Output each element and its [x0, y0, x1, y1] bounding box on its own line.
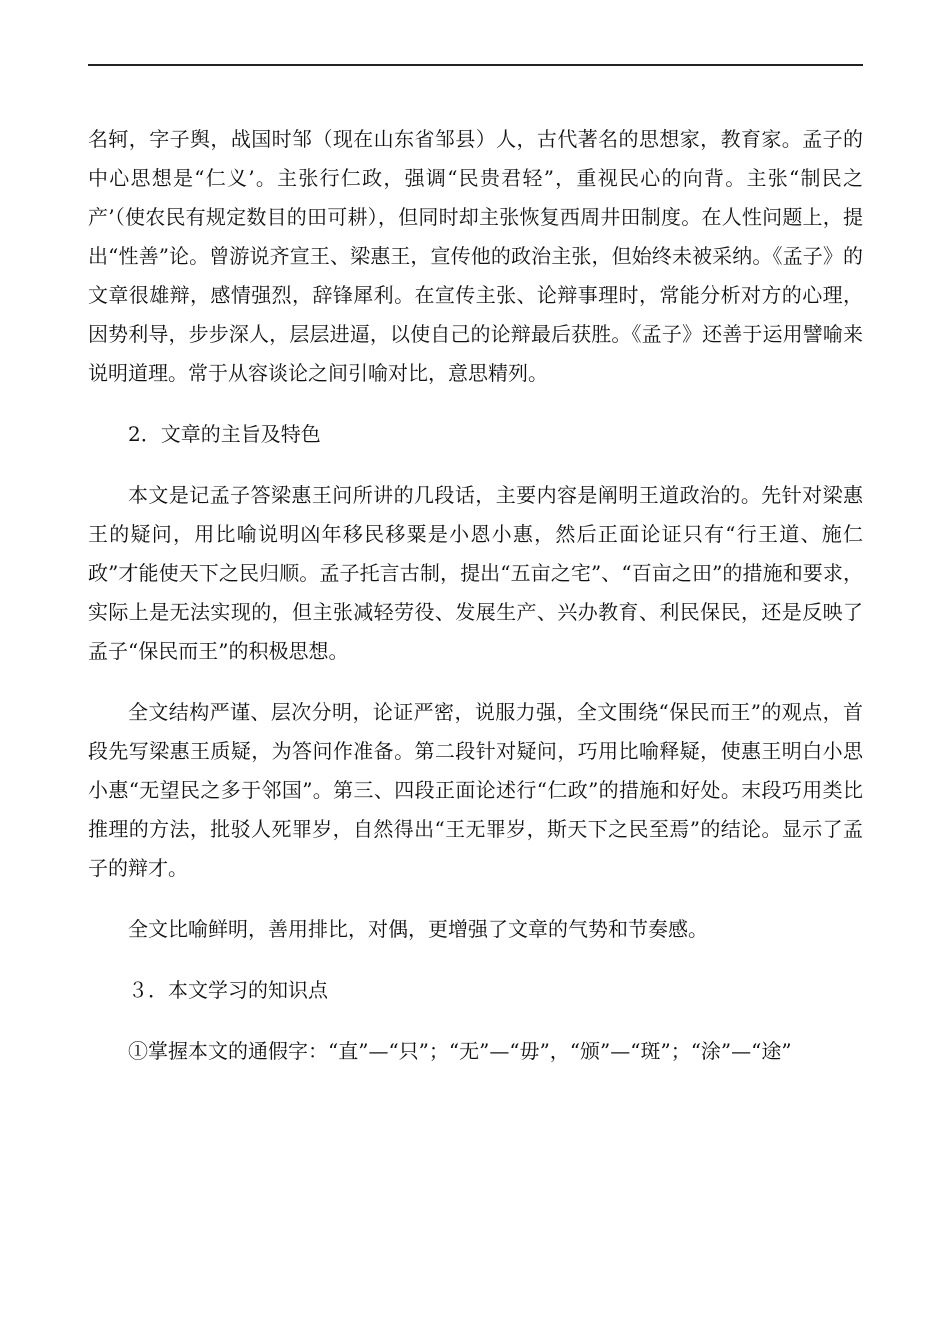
section-heading-theme: 2．文章的主旨及特色	[128, 422, 321, 446]
paragraph-theme: 本文是记孟子答梁惠王问所讲的几段话，主要内容是阐明王道政治的。先针对梁惠王的疑问，用比喻说明凶年移民移粟是小恩小惠，然后正面论证只有“行王道、施仁政”才能使天下之民归顺。孟子托言古制，提出“五亩之宅”、“百亩之田”的措施和要求，实际上是无法实现的，但主张减轻劳役、发展生产、兴办教育、利民保民，还是反映了孟子“保民而王”的积极思想。	[88, 483, 863, 663]
section-heading-knowledge: ３．本文学习的知识点	[128, 978, 328, 1002]
header-rule	[88, 64, 863, 66]
paragraph-mencius-bio: 名轲，字子舆，战国时邹（现在山东省邹县）人，古代著名的思想家，教育家。孟子的中心思想是“仁义’。主张行仁政，强调“民贵君轻”，重视民心的向背。主张“制民之产’（使农民有规定数目的田可耕），但同时却主张恢复西周井田制度。在人性问题上，提出“性善”论。曾游说齐宣王、梁惠王，宣传他的政治主张，但始终未被采纳。《孟子》的文章很雄辩，感情强烈，辞锋犀利。在宣传主张、论辩事理时，常能分析对方的心理，因势利导，步步深人，层层进逼，以使自己的论辩最后获胜。《孟子》还善于运用譬喻来说明道理。常于从容谈论之间引喻对比，意思精列。	[88, 127, 863, 385]
document-body	[88, 120, 863, 1071]
paragraph-rhetoric: 全文比喻鲜明，善用排比，对偶，更增强了文章的气势和节奏感。	[128, 917, 708, 941]
paragraph-structure: 全文结构严谨、层次分明，论证严密，说服力强，全文围绕“保民而王”的观点，首段先写梁惠王质疑，为答问作准备。第二段针对疑问，巧用比喻释疑，使惠王明白小思小惠“无望民之多于邻国”。第三、四段正面论述行“仁政”的措施和好处。末段巧用类比推理的方法，批驳人死罪岁，自然得出“王无罪岁，斯天下之民至焉”的结论。显示了孟子的辩才。	[88, 700, 863, 880]
paragraph-tongjiazi: ①掌握本文的通假字：“直”—“只”；“无”—“毋”，“颁”—“斑”；“涂”—“途”	[128, 1039, 792, 1063]
